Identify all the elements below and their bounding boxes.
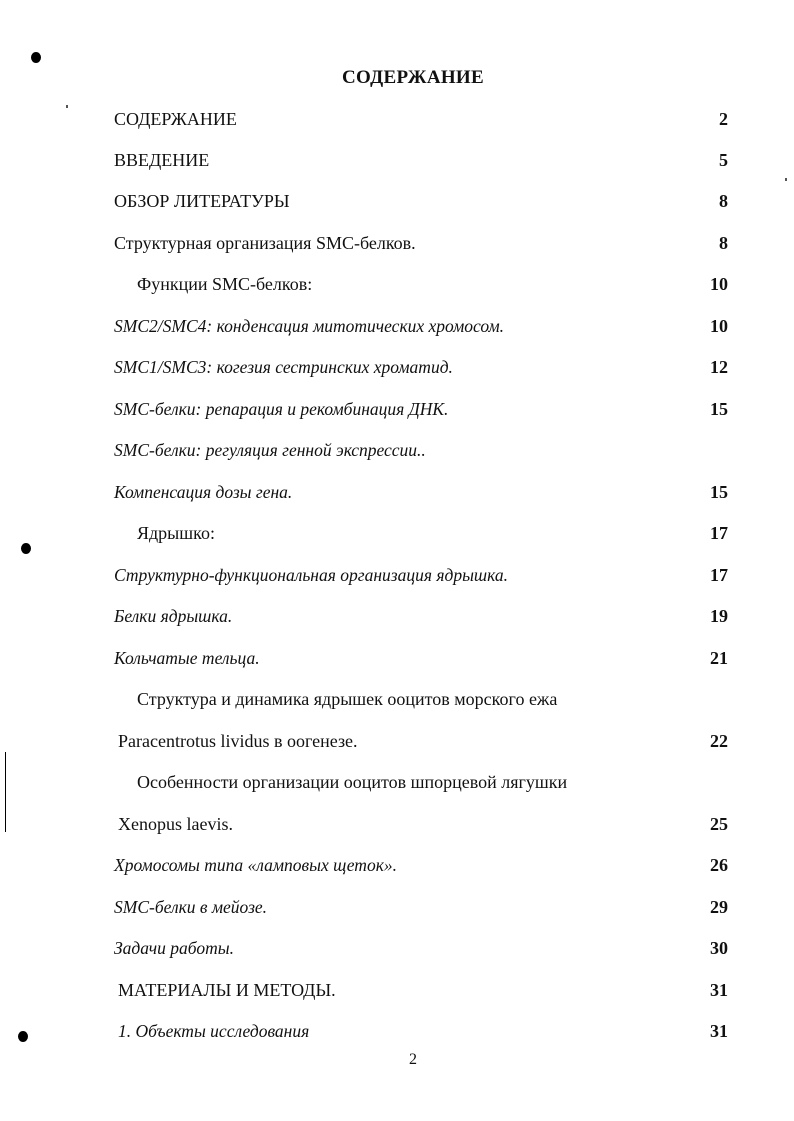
toc-entry-page: 22 <box>710 731 728 751</box>
toc-entry <box>0 855 794 881</box>
toc-entry-page: 10 <box>710 316 728 336</box>
toc-entry <box>0 606 794 632</box>
toc-entry-text: Xenopus laevis. <box>118 814 233 834</box>
toc-entry-page: 17 <box>710 565 728 585</box>
toc-entry <box>0 1021 794 1047</box>
toc-entry-page: 29 <box>710 897 728 917</box>
toc-entry-page: 21 <box>710 648 728 668</box>
toc-entry <box>0 274 794 300</box>
toc-entry-page: 12 <box>710 357 728 377</box>
toc-entry-page: 25 <box>710 814 728 834</box>
toc-entry-text: SMC-белки: регуляция генной экспрессии.. <box>114 440 426 460</box>
toc-entry-page: 8 <box>719 191 728 211</box>
toc-entry-text: Структурная организация SMC-белков. <box>114 233 416 253</box>
toc-entry-page: 2 <box>719 109 728 129</box>
toc-entry-text: Задачи работы. <box>114 938 234 958</box>
toc-entry-page: 15 <box>710 399 728 419</box>
toc-entry-text: Paracentrotus lividus в оогенезе. <box>118 731 358 751</box>
toc-entry-page: 8 <box>719 233 728 253</box>
toc-entry <box>0 648 794 674</box>
toc-entry <box>0 772 794 798</box>
toc-entry-text: SMC-белки: репарация и рекомбинация ДНК. <box>114 399 449 419</box>
toc-entry <box>0 938 794 964</box>
toc-entry-text: 1. Объекты исследования <box>118 1021 310 1041</box>
toc-entry-text: Функции SMC-белков: <box>137 274 313 294</box>
toc-entry-page: 30 <box>710 938 728 958</box>
toc-entry-text: SMC2/SMC4: конденсация митотических хромосом. <box>114 316 505 336</box>
toc-entry-page: 31 <box>710 980 728 1000</box>
toc-entry <box>0 523 794 549</box>
punch-hole-mark <box>21 543 31 554</box>
toc-entry <box>0 897 794 923</box>
toc-entry-page: 31 <box>710 1021 728 1041</box>
toc-entry <box>0 191 794 217</box>
toc-entry-text: Структура и динамика ядрышек ооцитов морского ежа <box>137 689 558 709</box>
toc-entry <box>0 980 794 1006</box>
scan-speck <box>785 178 787 181</box>
toc-entry <box>0 399 794 425</box>
toc-entry-text: Особенности организации ооцитов шпорцевой лягушки <box>137 772 568 792</box>
toc-entry <box>0 150 794 176</box>
toc-entry-text: СОДЕРЖАНИЕ <box>114 109 237 129</box>
page-number: 2 <box>409 1051 417 1068</box>
toc-entry-text: Кольчатые тельца. <box>114 648 260 668</box>
margin-line <box>5 752 6 832</box>
toc-entry <box>0 565 794 591</box>
scan-speck <box>66 105 68 108</box>
toc-entry-text: Структурно-функциональная организация ядрышка. <box>114 565 509 585</box>
toc-entry-page: 10 <box>710 274 728 294</box>
toc-entry-text: SMC1/SMC3: когезия сестринских хроматид. <box>114 357 453 377</box>
toc-entry-text: ОБЗОР ЛИТЕРАТУРЫ <box>114 191 290 211</box>
toc-entry-text: Хромосомы типа «ламповых щеток». <box>114 855 397 875</box>
toc-entry <box>0 482 794 508</box>
toc-entry <box>0 731 794 757</box>
toc-entry-text: Компенсация дозы гена. <box>114 482 293 502</box>
toc-entry <box>0 689 794 715</box>
toc-entry-text: ВВЕДЕНИЕ <box>114 150 210 170</box>
toc-entry <box>0 233 794 259</box>
toc-entry <box>0 440 794 466</box>
punch-hole-mark <box>18 1031 28 1042</box>
toc-entry <box>0 814 794 840</box>
toc-entry <box>0 357 794 383</box>
toc-entry-page: 26 <box>710 855 728 875</box>
toc-entry-page: 17 <box>710 523 728 543</box>
toc-entry-page: 5 <box>719 150 728 170</box>
toc-entry-page: 19 <box>710 606 728 626</box>
toc-entry <box>0 109 794 135</box>
toc-entry-text: МАТЕРИАЛЫ И МЕТОДЫ. <box>118 980 336 1000</box>
toc-entry <box>0 316 794 342</box>
punch-hole-mark <box>31 52 41 63</box>
page-title: СОДЕРЖАНИЕ <box>342 67 484 88</box>
toc-entry-text: Белки ядрышка. <box>114 606 233 626</box>
toc-entry-text: Ядрышко: <box>137 523 215 543</box>
toc-entry-text: SMC-белки в мейозе. <box>114 897 268 917</box>
toc-entry-page: 15 <box>710 482 728 502</box>
